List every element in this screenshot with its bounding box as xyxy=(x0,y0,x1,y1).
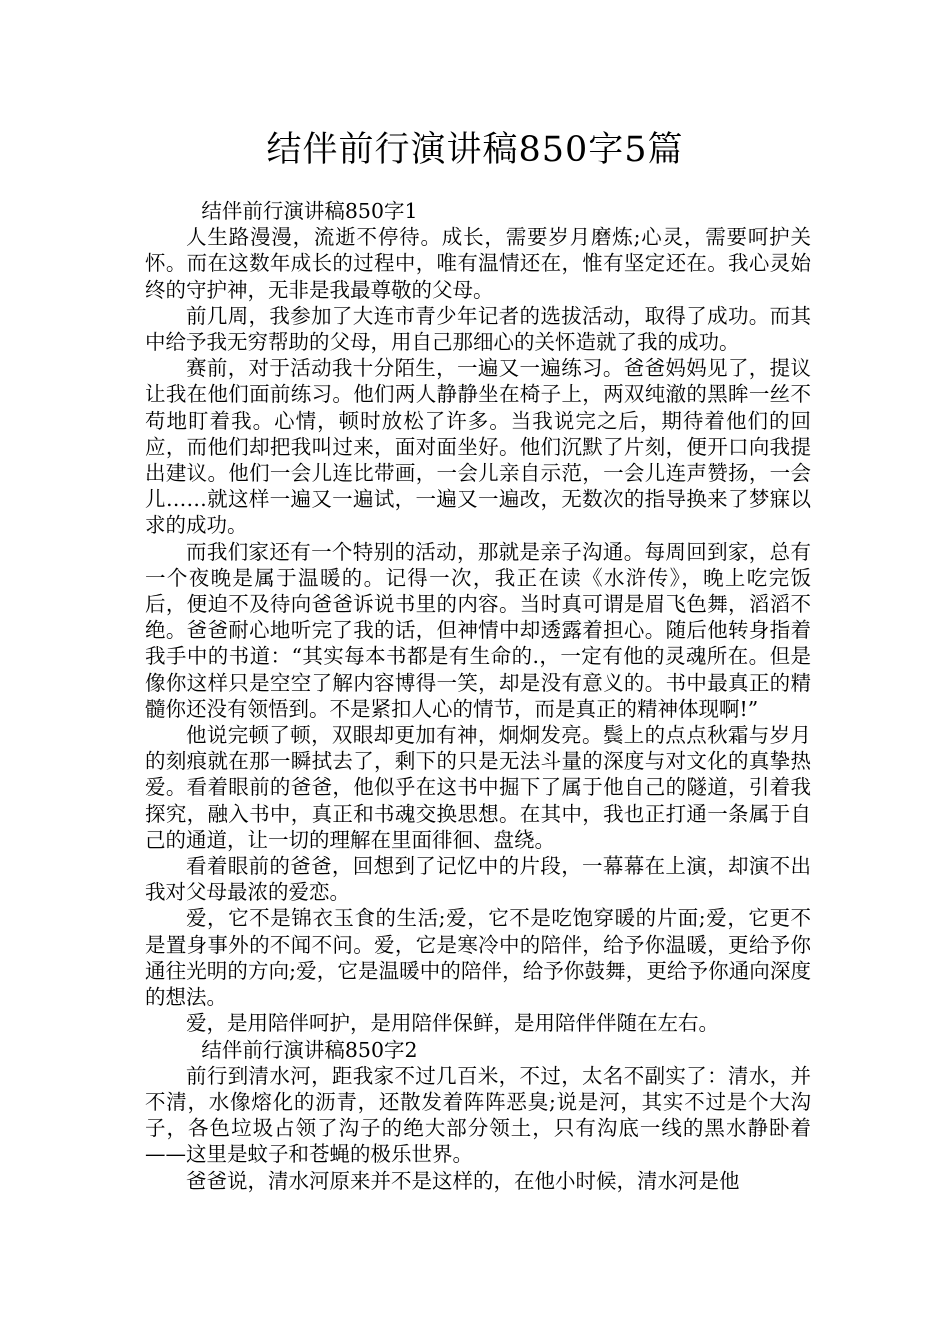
paragraph: 爱，它不是锦衣玉食的生活;爱，它不是吃饱穿暖的片面;爱，它更不是置身事外的不闻不问。爱，它是寒冷中的陪伴，给予你温暖，更给予你通往光明的方向;爱，它是温暖中的陪伴，给予你鼓舞，更给予你通向深度的想法。 xyxy=(145,906,811,1010)
section-heading-2: 结伴前行演讲稿850字2 xyxy=(201,1037,418,1062)
paragraph: 前行到清水河，距我家不过几百米，不过，太名不副实了：清水，并不清，水像熔化的沥青，还散发着阵阵恶臭;说是河，其实不过是个大沟子，各色垃圾占领了沟子的绝大部分领土，只有沟底一线的黑水静卧着——这里是蚊子和苍蝇的极乐世界。 xyxy=(145,1063,811,1167)
document-body xyxy=(145,198,811,1194)
section-heading-1: 结伴前行演讲稿850字1 xyxy=(201,199,418,223)
document-title: 结伴前行演讲稿850字5篇 xyxy=(266,130,684,170)
paragraph: 而我们家还有一个特别的活动，那就是亲子沟通。每周回到家，总有一个夜晚是属于温暖的。记得一次，我正在读《水浒传》，晚上吃完饭后，便迫不及待向爸爸诉说书里的内容。当时真可谓是眉飞色舞，滔滔不绝。爸爸耐心地听完了我的话，但神情中却透露着担心。随后他转身指着我手中的书道：“其实每本书都是有生命的.，一定有他的灵魂所在。但是像你这样只是空空了解内容博得一笑，却是没有意义的。书中最真正的精髓你还没有领悟到。不是紧扣人心的情节，而是真正的精神体现啊!” xyxy=(145,539,811,721)
paragraph: 看着眼前的爸爸，回想到了记忆中的片段，一幕幕在上演，却演不出我对父母最浓的爱恋。 xyxy=(145,854,811,905)
paragraph: 人生路漫漫，流逝不停待。成长，需要岁月磨炼;心灵，需要呵护关怀。而在这数年成长的过程中，唯有温情还在，惟有坚定还在。我心灵始终的守护神，无非是我最尊敬的父母。 xyxy=(145,225,811,302)
paragraph: 他说完顿了顿，双眼却更加有神，炯炯发亮。鬓上的点点秋霜与岁月的刻痕就在那一瞬拭去了，剩下的只是无法斗量的深度与对文化的真挚热爱。看着眼前的爸爸，他似乎在这书中掘下了属于他自己的隧道，引着我探究，融入书中，真正和书魂交换思想。在其中，我也正打通一条属于自己的通道，让一切的理解在里面徘徊、盘绕。 xyxy=(145,723,811,852)
paragraph: 赛前，对于活动我十分陌生，一遍又一遍练习。爸爸妈妈见了，提议让我在他们面前练习。他们两人静静坐在椅子上，两双纯澈的黑眸一丝不苟地盯着我。心情，顿时放松了许多。当我说完之后，期待着他们的回应，而他们却把我叫过来，面对面坐好。他们沉默了片刻，便开口向我提出建议。他们一会儿连比带画，一会儿亲自示范，一会儿连声赞扬，一会儿……就这样一遍又一遍试，一遍又一遍改，无数次的指导换来了梦寐以求的成功。 xyxy=(145,356,811,538)
paragraph: 爱，是用陪伴呵护，是用陪伴保鲜，是用陪伴伴随在左右。 xyxy=(186,1011,719,1036)
paragraph: 前几周，我参加了大连市青少年记者的选拔活动，取得了成功。而其中给予我无穷帮助的父母，用自己那细心的关怀造就了我的成功。 xyxy=(145,303,811,355)
paragraph: 爸爸说，清水河原来并不是这样的，在他小时候，清水河是他 xyxy=(186,1168,740,1193)
